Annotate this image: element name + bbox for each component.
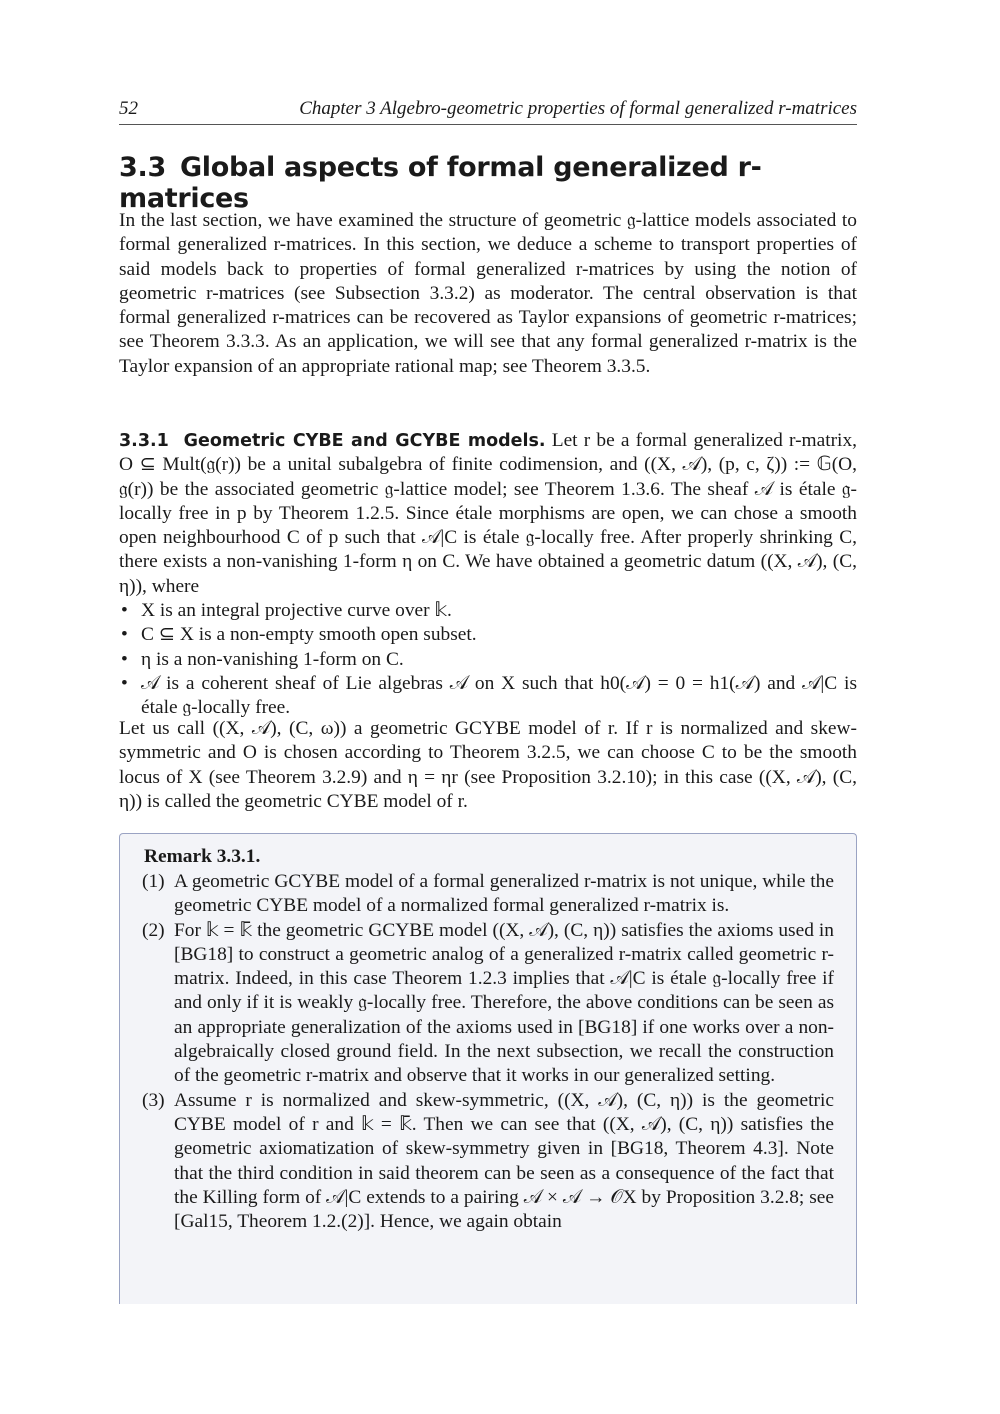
list-item: • η is a non-vanishing 1-form on C. bbox=[119, 648, 857, 672]
subsection-number: 3.3.1 bbox=[119, 431, 169, 451]
subsection-paragraph bbox=[119, 429, 857, 599]
chapter-title: Chapter 3 Algebro-geometric properties of formal generalized r-matrices bbox=[299, 98, 857, 119]
subsection-body: Let r be a formal generalized r-matrix, O ⊆ Mult(𝔤(r)) be a unital subalgebra of finite codimension, and ((X, 𝒜), (p, c, ζ)) := 𝔾(O, 𝔤(r)) be the associated geometric 𝔤-lattice model; see Theorem 1.3.6. The sheaf 𝒜 is étale 𝔤-locally free in p by Theorem 1.2.5. Since étale morphisms are open, we can chose a smooth open neighbourhood C of p such that 𝒜|C is étale 𝔤-locally free. After properly shrinking C, there exists a non-vanishing 1-form η on C. We have obtained a geometric datum ((X, 𝒜), (C, η)), where bbox=[119, 430, 857, 597]
list-item: • 𝒜 is a coherent sheaf of Lie algebras 𝒜 on X such that h0(𝒜) = 0 = h1(𝒜) and 𝒜|C is étale 𝔤-locally free. bbox=[119, 672, 857, 721]
remark-item-text: For 𝕜 = 𝕜̄ the geometric GCYBE model ((X, 𝒜), (C, η)) satisfies the axioms used in [BG18] to construct a geometric analog of a generalized r-matrix called geometric r-matrix. Indeed, in this case Theorem 1.2.3 implies that 𝒜|C is étale 𝔤-locally free if and only if it is weakly 𝔤-locally free. Therefore, the above conditions can be seen as an appropriate generalization of the axioms used in [BG18] if one works over a non-algebraically closed ground field. In the next subsection, we recall the construction of the geometric r-matrix and observe that it works in our generalized setting. bbox=[174, 919, 834, 1087]
remark-item-text: A geometric GCYBE model of a formal generalized r-matrix is not unique, while the geometric CYBE model of a normalized formal generalized r-matrix is. bbox=[174, 871, 834, 917]
remark-item-label: (1) bbox=[142, 871, 165, 892]
list-item: • X is an integral projective curve over 𝕜. bbox=[119, 599, 857, 623]
remark-item bbox=[142, 870, 834, 919]
page-number: 52 bbox=[119, 98, 138, 119]
list-item: • C ⊆ X is a non-empty smooth open subset. bbox=[119, 623, 857, 647]
remark-box bbox=[119, 833, 857, 1304]
remark-title: Remark 3.3.1. bbox=[144, 846, 261, 867]
remark-items bbox=[142, 870, 834, 1234]
section-title: Global aspects of formal generalized r-matrices bbox=[119, 152, 762, 214]
remark-item bbox=[142, 1089, 834, 1235]
remark-item-label: (2) bbox=[142, 919, 165, 941]
section-heading bbox=[119, 152, 857, 214]
geometric-datum-list bbox=[119, 599, 857, 720]
intro-paragraph: In the last section, we have examined the structure of geometric 𝔤-lattice models associated to formal generalized r-matrices. In this section, we deduce a scheme to transport properties of said models back to properties of formal generalized r-matrices by using the notion of geometric r-matrices (see Subsection 3.3.2) as moderator. The central observation is that formal generalized r-matrices can be recovered as Taylor expansions of geometric r-matrices; see Theorem 3.3.3. As an application, we will see that any formal generalized r-matrix is the Taylor expansion of an appropriate rational map; see Theorem 3.3.5. bbox=[119, 210, 857, 377]
subsection-heading bbox=[119, 431, 546, 451]
section-number: 3.3 bbox=[119, 152, 166, 183]
closing-paragraph: Let us call ((X, 𝒜), (C, ω)) a geometric GCYBE model of r. If r is normalized and skew-symmetric and O is chosen according to Theorem 3.2.5, we can choose C to be the smooth locus of X (see Theorem 3.2.9) and η = ηr (see Proposition 3.2.10); in this case ((X, 𝒜), (C, η)) is called the geometric CYBE model of r. bbox=[119, 718, 857, 812]
remark-item-text: Assume r is normalized and skew-symmetric, ((X, 𝒜), (C, η)) is the geometric CYBE model of r and 𝕜 = 𝕜̄. Then we can see that ((X, 𝒜), (C, η)) satisfies the geometric axiomatization of skew-symmetry given in [BG18, Theorem 4.3]. Note that the third condition in said theorem can be seen as a consequence of the fact that the Killing form of 𝒜|C extends to a pairing 𝒜 × 𝒜 → 𝒪X by Proposition 3.2.8; see [Gal15, Theorem 1.2.(2)]. Hence, we again obtain bbox=[174, 1089, 834, 1233]
remark-item-label: (3) bbox=[142, 1089, 165, 1111]
running-header bbox=[119, 98, 857, 125]
subsection-title: Geometric CYBE and GCYBE models. bbox=[183, 431, 546, 451]
remark-item bbox=[142, 919, 834, 1089]
